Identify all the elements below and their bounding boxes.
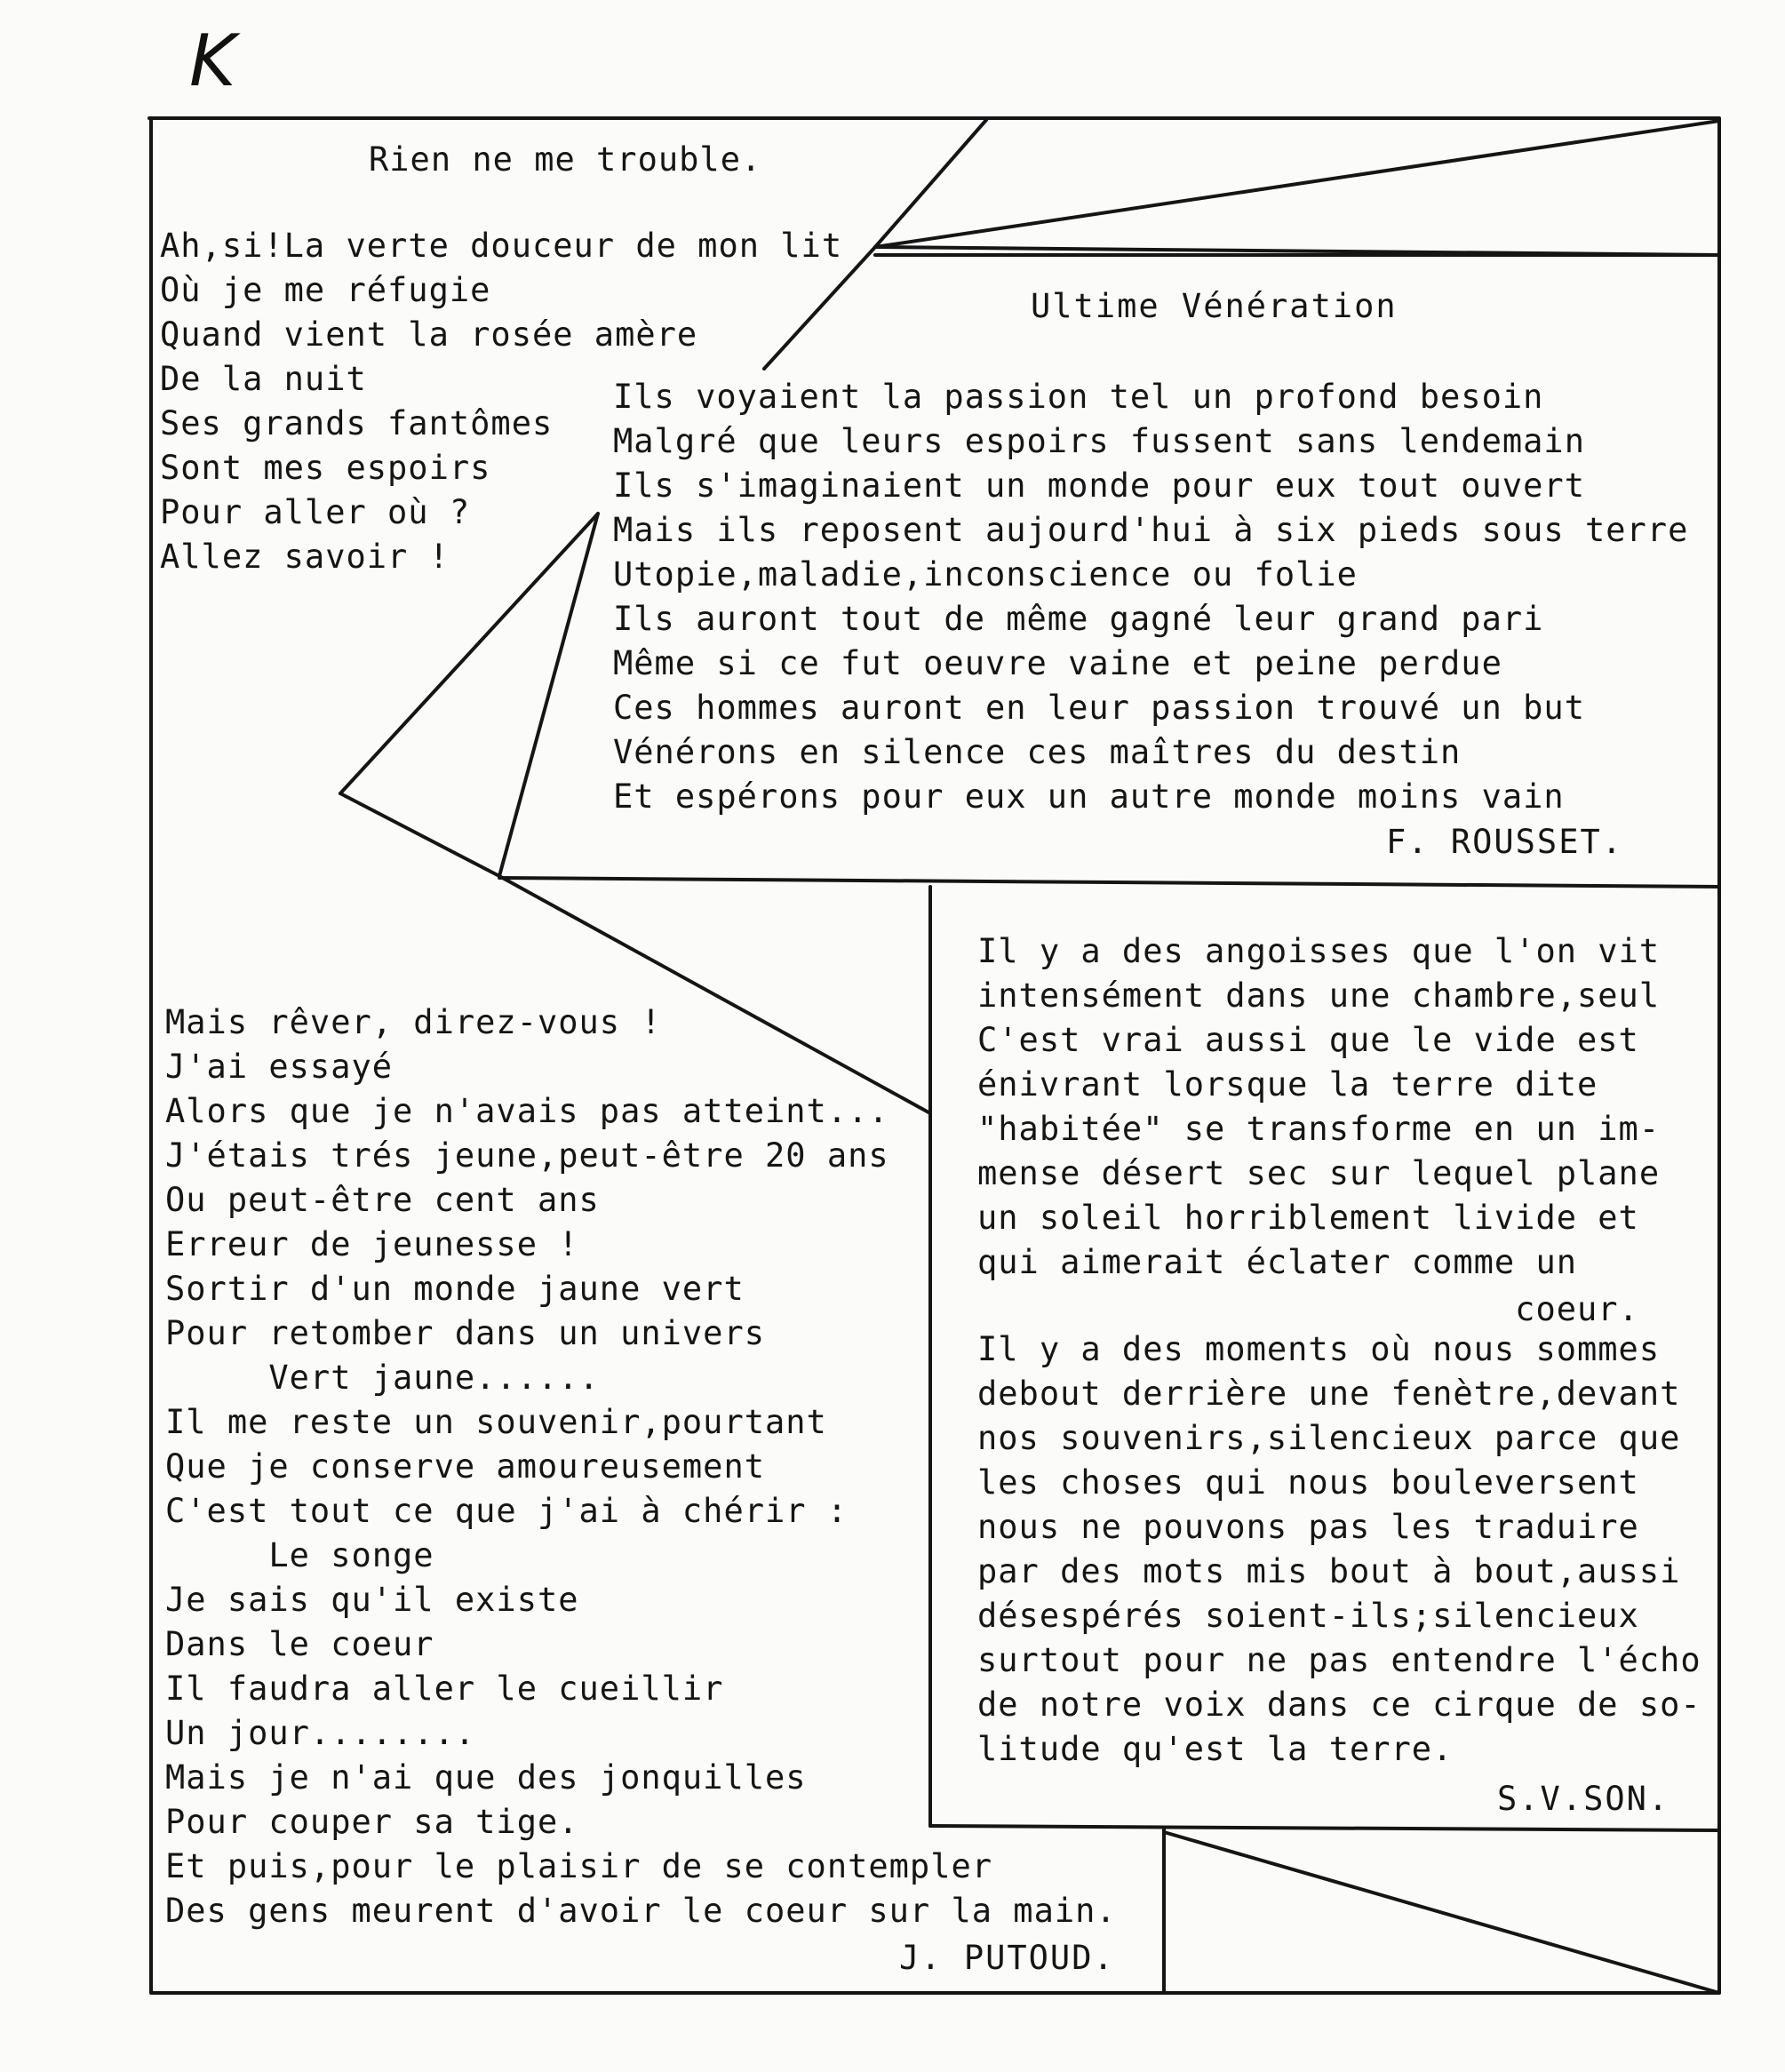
- poem-line: par des mots mis bout à bout,aussi: [977, 1552, 1681, 1590]
- poem-line: les choses qui nous bouleversent: [977, 1463, 1639, 1502]
- poem-line: debout derrière une fenètre,devant: [977, 1375, 1681, 1413]
- poem-line: Pour couper sa tige.: [165, 1803, 579, 1841]
- poem-line: Où je me réfugie: [160, 271, 491, 309]
- poem-line: Ils s'imaginaient un monde pour eux tout ouvert: [613, 466, 1585, 505]
- poem-line: Dans le coeur: [165, 1625, 434, 1663]
- poem-line: Même si ce fut oeuvre vaine et peine perdue: [613, 644, 1502, 682]
- poem-line: Sont mes espoirs: [160, 449, 491, 487]
- poem2-title: Ultime Vénération: [1031, 287, 1398, 325]
- poem-line: Ils voyaient la passion tel un profond besoin: [613, 378, 1544, 416]
- poem-line: Je sais qu'il existe: [165, 1581, 579, 1619]
- poem-line: Quand vient la rosée amère: [160, 315, 698, 354]
- poem4-author: S.V.SON.: [1497, 1780, 1670, 1818]
- poem-line: Mais rêver, direz-vous !: [165, 1003, 662, 1041]
- poem-line: Pour retomber dans un univers: [165, 1314, 766, 1352]
- poem-line: Ses grands fantômes: [160, 404, 554, 442]
- poem-line: Utopie,maladie,inconscience ou folie: [613, 555, 1358, 594]
- poem-line: Le songe: [165, 1536, 434, 1574]
- poem-line: Il me reste un souvenir,pourtant: [165, 1403, 827, 1441]
- poem-line: Et espérons pour eux un autre monde moins vain: [613, 777, 1565, 816]
- poem-line: énivrant lorsque la terre dite: [977, 1065, 1598, 1104]
- poem-line: Vert jaune......: [165, 1359, 600, 1397]
- poem-line: surtout pour ne pas entendre l'écho: [977, 1641, 1701, 1679]
- poem-line: nos souvenirs,silencieux parce que: [977, 1419, 1681, 1457]
- poem-line: "habitée" se transforme en un im-: [977, 1110, 1661, 1148]
- poem-line: Un jour........: [165, 1714, 476, 1752]
- page-letter: K: [189, 20, 236, 102]
- poem-line: Ils auront tout de même gagné leur grand pari: [613, 600, 1544, 638]
- poem-line: intensément dans une chambre,seul: [977, 976, 1661, 1015]
- poem-line: J'étais trés jeune,peut-être 20 ans: [165, 1136, 889, 1175]
- poem-line: Pour aller où ?: [160, 493, 471, 531]
- poem-line: nous ne pouvons pas les traduire: [977, 1508, 1639, 1546]
- poem-line: J'ai essayé: [165, 1048, 394, 1086]
- poem-line: Mais ils reposent aujourd'hui à six pieds sous terre: [613, 511, 1689, 549]
- poem-line: C'est tout ce que j'ai à chérir :: [165, 1492, 849, 1530]
- poem-line: Il y a des moments où nous sommes: [977, 1330, 1661, 1368]
- poem-line: Sortir d'un monde jaune vert: [165, 1270, 745, 1308]
- poem-line: Mais je n'ai que des jonquilles: [165, 1758, 807, 1797]
- poem-line: Vénérons en silence ces maîtres du destin: [613, 733, 1462, 771]
- poem-line: Alors que je n'avais pas atteint...: [165, 1092, 889, 1130]
- poem-line: Et puis,pour le plaisir de se contempler: [165, 1847, 993, 1885]
- poem-line: Ah,si!La verte douceur de mon lit: [160, 227, 843, 265]
- poem-line: Ces hommes auront en leur passion trouvé un but: [613, 689, 1585, 727]
- poem3-author: J. PUTOUD.: [899, 1939, 1115, 1977]
- poem-line: C'est vrai aussi que le vide est: [977, 1021, 1639, 1059]
- poem-line: qui aimerait éclater comme un: [977, 1243, 1578, 1281]
- poem-line: de notre voix dans ce cirque de so-: [977, 1685, 1701, 1724]
- poem-line: Allez savoir !: [160, 538, 450, 576]
- poem2-author: F. ROUSSET.: [1386, 823, 1624, 861]
- poem-line: mense désert sec sur lequel plane: [977, 1154, 1661, 1192]
- poem-line: désespérés soient-ils;silencieux: [977, 1597, 1639, 1635]
- poem1-title: Rien ne me trouble.: [369, 140, 762, 179]
- poem-line: Il y a des angoisses que l'on vit: [977, 932, 1661, 970]
- poem-line: Il faudra aller le cueillir: [165, 1670, 724, 1708]
- poem-line: Erreur de jeunesse !: [165, 1225, 579, 1263]
- poem-line: Malgré que leurs espoirs fussent sans lendemain: [613, 422, 1585, 460]
- poem-line: Des gens meurent d'avoir le coeur sur la main.: [165, 1892, 1117, 1930]
- poem-line: un soleil horriblement livide et: [977, 1199, 1639, 1237]
- poem-line: Que je conserve amoureusement: [165, 1447, 766, 1486]
- poem-line: coeur.: [977, 1290, 1639, 1328]
- poem-line: De la nuit: [160, 360, 367, 398]
- poem-line: Ou peut-être cent ans: [165, 1181, 600, 1219]
- poem-line: litude qu'est la terre.: [977, 1730, 1454, 1768]
